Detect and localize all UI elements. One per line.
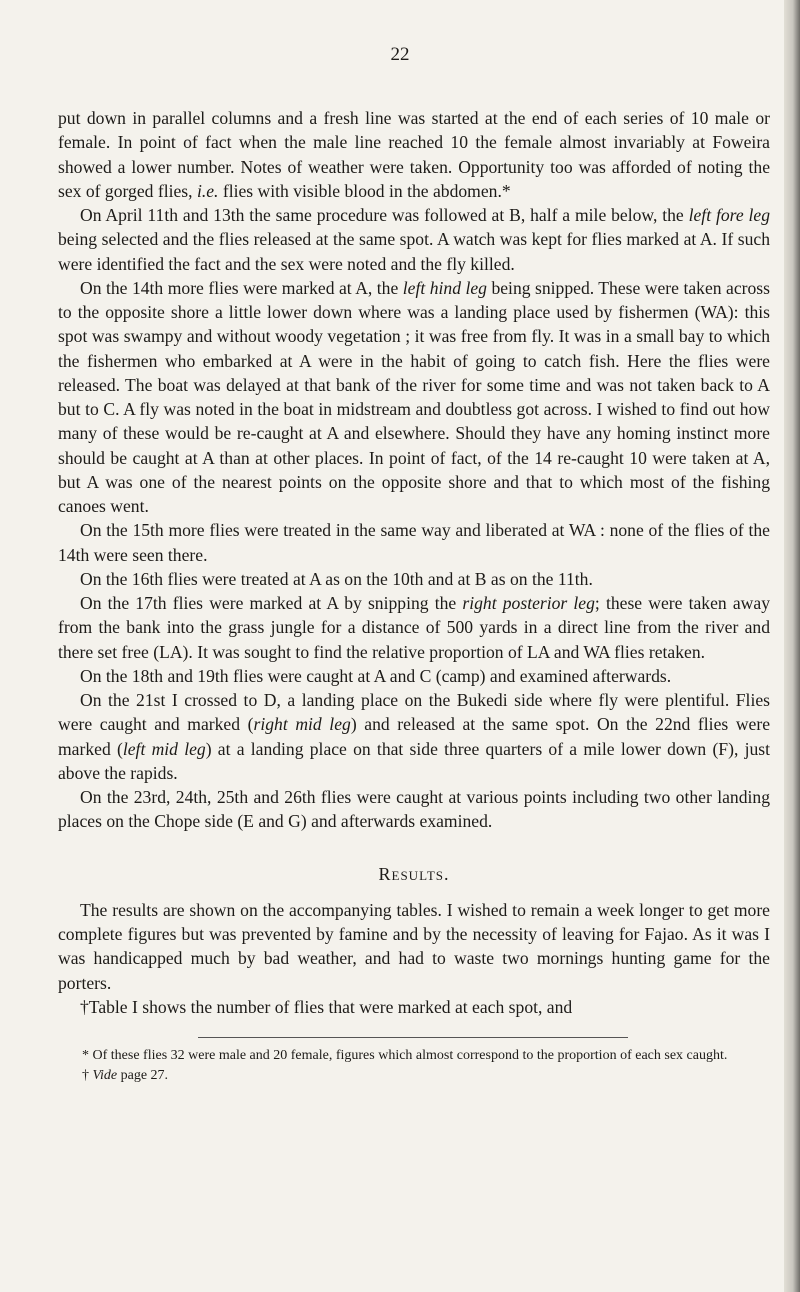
paragraph <box>58 203 770 276</box>
italic-text: right posterior leg <box>462 593 595 613</box>
page-edge-shadow <box>784 0 800 1292</box>
text-run: On the 21st I crossed to D, a landing place on the Bukedi side where fly were plentiful. Flies were caught and marked ( <box>58 690 770 735</box>
paragraph <box>58 567 770 591</box>
italic-text: right mid leg <box>253 714 351 735</box>
italic-text: left mid leg <box>122 738 206 759</box>
paragraph <box>58 1046 770 1066</box>
text-run: On April 11th and 13th the same procedure was followed at B, half a mile below, the <box>80 205 689 225</box>
paragraph <box>58 785 770 834</box>
paragraph <box>58 106 770 203</box>
text-run: page 27. <box>117 1068 169 1083</box>
paragraph <box>58 591 770 664</box>
paragraph <box>58 518 770 567</box>
text-run: being snipped. These were taken across to the opposite shore a little lower down where was a landing place used by fishermen (WA): this spot was swampy and without woody vegetation ; it was free from fly. It was in a small bay to which the fishermen who embarked at A were in the habit of going to catch fish. Here the flies were released. The boat was delayed at that bank of the river for some time and was not taken back to A but to C. A fly was noted in the boat in midstream and doubtless got across. I wished to find out how many of these would be re-caught at A and elsewhere. Should they have any homing instinct more should be caught at A than at other places. In point of fact, of the 14 re-caught 10 were taken at A, but A was one of the nearest points on the opposite shore and that to which most of the fishing canoes went. <box>58 277 770 516</box>
text-run: put down in parallel columns and a fresh line was started at the end of each series of 10 male or female. In point of fact when the male line reached 10 the female almost invariably at Foweira showed a lower number. Notes of weather were taken. Opportunity too was afforded of noting the sex of gorged flies, <box>58 108 770 201</box>
text-run: ; these were taken away from the bank into the grass jungle for a distance of 500 yards in a direct line from the river and there set free (LA). It was sought to find the relative proportion of LA and WA flies retaken. <box>58 593 770 662</box>
text-run: †Table I shows the number of flies that were marked at each spot, and <box>80 996 573 1017</box>
text-run: † <box>82 1068 93 1083</box>
paragraph <box>58 1066 770 1086</box>
page-body <box>58 106 770 1086</box>
text-run: On the 15th more flies were treated in the same way and liberated at WA : none of the flies of the 14th were seen there. <box>58 520 770 565</box>
paragraph <box>58 276 770 519</box>
text-run: The results are shown on the accompanying tables. I wished to remain a week longer to get more complete figures but was prevented by famine and by the necessity of leaving for Fajao. As it was I was handicapped much by bad weather, and had to waste two mornings hunting game for the porters. <box>58 899 770 993</box>
paragraph <box>58 664 770 688</box>
section-heading: Results. <box>378 863 450 884</box>
text-run: On the 18th and 19th flies were caught at A and C (camp) and examined afterwards. <box>80 665 672 686</box>
main-text <box>58 106 770 834</box>
results-text <box>58 898 770 1019</box>
footnotes <box>58 1046 770 1086</box>
text-run: flies with visible blood in the abdomen.* <box>218 180 511 201</box>
text-run: being selected and the flies released at the same spot. A watch was kept for flies marked at A. If such were identified the fact and the sex were noted and the fly killed. <box>58 229 770 274</box>
text-run: On the 14th more flies were marked at A, the <box>80 277 403 298</box>
italic-text: i.e. <box>196 180 219 201</box>
text-run: * Of these flies 32 were male and 20 female, figures which almost correspond to the proportion of each sex caught. <box>82 1048 728 1063</box>
footnote-rule <box>198 1037 628 1038</box>
text-run: ) at a landing place on that side three quarters of a mile lower down (F), just above the rapids. <box>58 738 771 783</box>
paragraph <box>58 898 770 995</box>
italic-text: left hind leg <box>402 277 487 298</box>
text-run: On the 23rd, 24th, 25th and 26th flies were caught at various points including two other landing places on the Chope side (E and G) and afterwards examined. <box>58 787 770 832</box>
paragraph <box>58 995 770 1019</box>
page-number: 22 <box>390 44 410 65</box>
text-run: ) and released at the same spot. On the 22nd flies were marked ( <box>58 714 771 759</box>
text-run: On the 16th flies were treated at A as on the 10th and at B as on the 11th. <box>80 568 593 589</box>
italic-text: left fore leg <box>688 205 770 225</box>
italic-text: Vide <box>92 1068 118 1083</box>
text-run: On the 17th flies were marked at A by snipping the <box>80 593 463 613</box>
paragraph <box>58 688 770 785</box>
